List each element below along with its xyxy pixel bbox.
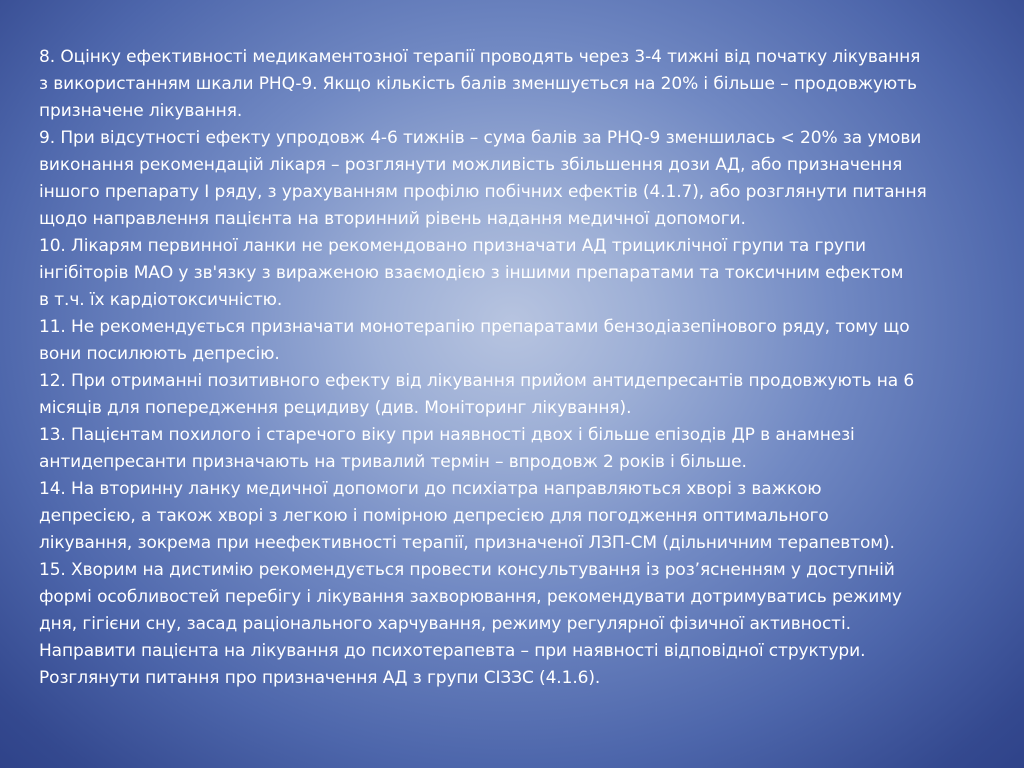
text-line: 14. На вторинну ланку медичної допомоги до психіатра направляються хворі з важкою (39, 479, 822, 499)
text-line: Направити пацієнта на лікування до психотерапевта – при наявності відповідної структури. (39, 641, 866, 661)
text-line: виконання рекомендацій лікаря – розглянути можливість збільшення дози АД, або призначення (39, 155, 903, 175)
text-line: вони посилюють депресію. (39, 344, 280, 364)
text-line: лікування, зокрема при неефективності терапії, призначеної ЛЗП-СМ (дільничним терапевтом). (39, 533, 895, 553)
text-line: інгібіторів МАО у зв'язку з вираженою взаємодією з іншими препаратами та токсичним ефектом (39, 263, 904, 283)
text-line: 15. Хворим на дистимію рекомендується провести консультування із роз’ясненням у доступній (39, 560, 895, 580)
text-line: місяців для попередження рецидиву (див. Моніторинг лікування). (39, 398, 632, 418)
text-line: щодо направлення пацієнта на вторинний рівень надання медичної допомоги. (39, 209, 746, 229)
text-line: 10. Лікарям первинної ланки не рекомендовано призначати АД трициклічної групи та групи (39, 236, 866, 256)
text-line: призначене лікування. (39, 101, 243, 121)
text-line: депресією, а також хворі з легкою і помірною депресією для погодження оптимального (39, 506, 829, 526)
text-line: іншого препарату І ряду, з урахуванням профілю побічних ефектів (4.1.7), або розглянути питання (39, 182, 927, 202)
text-line: з використанням шкали PHQ-9. Якщо кількість балів зменшується на 20% і більше – продовжують (39, 74, 917, 94)
text-line: 9. При відсутності ефекту упродовж 4-6 тижнів – сума балів за PHQ-9 зменшилась < 20% за умови (39, 128, 922, 148)
text-line: 12. При отриманні позитивного ефекту від лікування прийом антидепресантів продовжують на 6 (39, 371, 915, 391)
text-line: формі особливостей перебігу і лікування захворювання, рекомендувати дотримуватись режиму (39, 587, 902, 607)
text-line: Розглянути питання про призначення АД з групи СІЗЗС (4.1.6). (39, 668, 601, 688)
slide-body-text (39, 44, 989, 692)
text-line: в т.ч. їх кардіотоксичністю. (39, 290, 283, 310)
text-line: дня, гігієни сну, засад раціонального харчування, режиму регулярної фізичної активності. (39, 614, 851, 634)
text-line: 13. Пацієнтам похилого і старечого віку при наявності двох і більше епізодів ДР в анамнезі (39, 425, 855, 445)
text-line: 8. Оцінку ефективності медикаментозної терапії проводять через 3-4 тижні від початку лікування (39, 47, 921, 67)
text-line: антидепресанти призначають на тривалий термін – впродовж 2 років і більше. (39, 452, 747, 472)
text-line: 11. Не рекомендується призначати монотерапію препаратами бензодіазепінового ряду, тому що (39, 317, 910, 337)
